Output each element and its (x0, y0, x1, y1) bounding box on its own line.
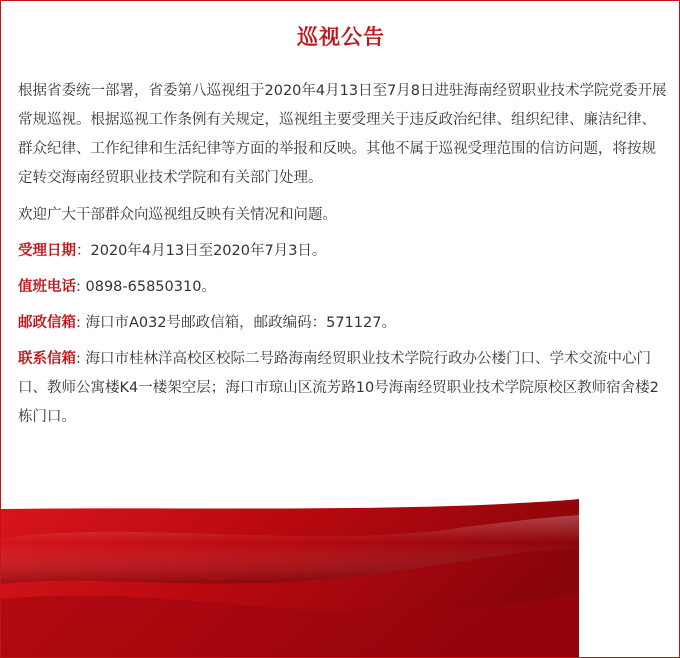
date-label: 受理日期 (18, 243, 76, 259)
mailbox-item (18, 309, 670, 338)
date-value: ：2020年4月13日至2020年7月3日。 (76, 243, 327, 259)
intro-paragraph: 根据省委统一部署，省委第八巡视组于2020年4月13日至7月8日进驻海南经贸职业技术学院党委开展常规巡视。根据巡视工作条例有关规定，巡视组主要受理关于违反政治纪律、组织纪律、廉洁纪律、群众纪律、工作纪律和生活纪律等方面的举报和反映。其他不属于巡视受理范围的信访问题，将按规定转交海南经贸职业技术学院和有关部门处理。 (18, 83, 667, 186)
phone-label: 值班电话 (18, 279, 76, 295)
contact-box-value: : 海口市桂林洋高校区校际二号路海南经贸职业技术学院行政办公楼门口、学术交流中心门口、教师公寓楼K4一楼架空层；海口市琼山区流芳路10号海南经贸职业技术学院原校区教师宿舍楼2栋门口。 (18, 351, 659, 425)
date-item (18, 237, 670, 266)
phone-item (18, 273, 670, 302)
red-ribbon-banner (1, 489, 680, 658)
welcome-paragraph: 欢迎广大干部群众向巡视组反映有关情况和问题。 (18, 207, 337, 223)
phone-value: : 0898-65850310。 (76, 279, 216, 295)
announcement-body (18, 77, 670, 439)
contact-box-item (18, 345, 670, 432)
mailbox-label: 邮政信箱 (18, 315, 76, 331)
mailbox-value: : 海口市A032号邮政信箱，邮政编码：571127。 (76, 315, 396, 331)
page-title: 巡视公告 (297, 25, 385, 49)
contact-box-label: 联系信箱 (18, 351, 76, 367)
